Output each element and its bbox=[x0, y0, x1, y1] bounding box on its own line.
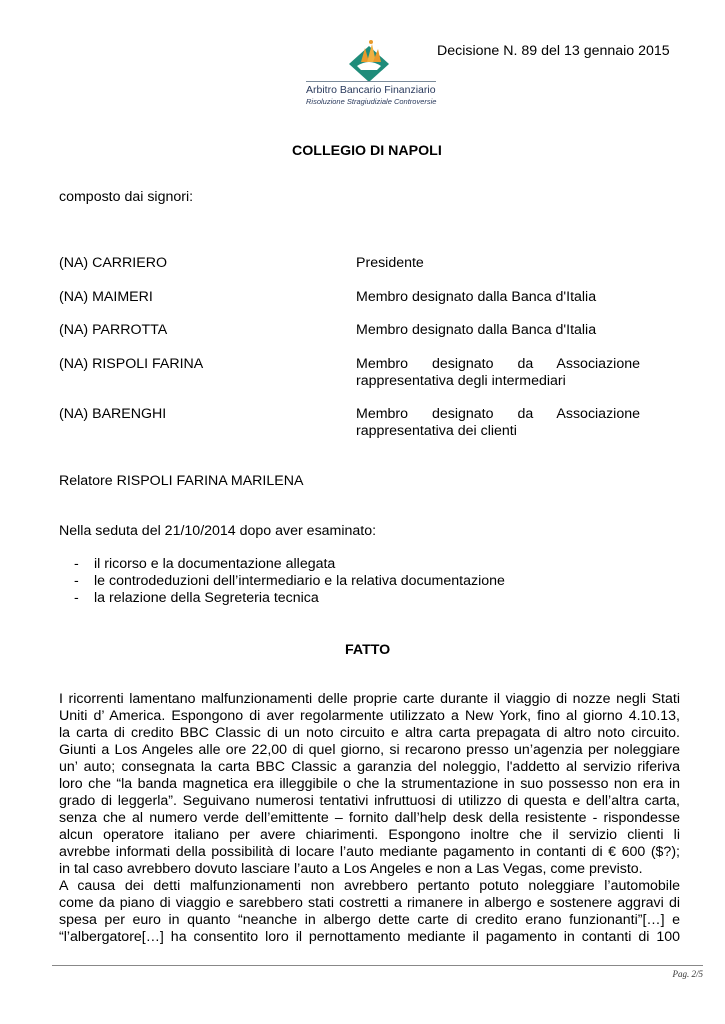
logo-subtitle: Risoluzione Stragiudiziale Controversie bbox=[306, 97, 437, 106]
member-name: (NA) CARRIERO bbox=[59, 255, 167, 271]
text-line: Uniti d’ America. Espongono di aver regolarmente utilizzato a New York, fino al giorno 4.10.13, bbox=[59, 708, 680, 724]
paragraph-facts bbox=[59, 691, 680, 878]
text-line: loro che “la banda magnetica era illeggibile o che la strumentazione in suo possesso non era in bbox=[59, 776, 680, 792]
paragraph-consequences bbox=[59, 878, 680, 946]
text-line: alcun operatore italiano per avere chiarimenti. Espongono inoltre che il servizio clienti li bbox=[59, 827, 680, 843]
member-name: (NA) PARROTTA bbox=[59, 322, 168, 338]
list-item-text: il ricorso e la documentazione allegata bbox=[94, 556, 336, 572]
college-title: COLLEGIO DI NAPOLI bbox=[292, 143, 442, 159]
text-line: I ricorrenti lamentano malfunzionamenti delle proprie carte durante il viaggio di nozze negli Stati bbox=[59, 691, 680, 707]
list-item-text: le controdeduzioni dell’intermediario e la relativa documentazione bbox=[94, 573, 505, 589]
member-name: (NA) BARENGHI bbox=[59, 406, 167, 422]
list-item: - il ricorso e la documentazione allegata bbox=[74, 556, 336, 572]
text-line: senza che al numero verde dell’emittente – fornito dall’help desk della resistente - rispondesse bbox=[59, 810, 680, 826]
text-line: un’ auto; consegnata la carta BBC Classic a garanzia del noleggio, l'addetto al servizio riferiva bbox=[59, 759, 680, 775]
logo-divider bbox=[306, 81, 436, 82]
list-item-text: la relazione della Segreteria tecnica bbox=[94, 590, 319, 606]
member-name: (NA) RISPOLI FARINA bbox=[59, 356, 204, 372]
member-role: Membro designato da Associazione bbox=[356, 356, 640, 372]
logo-name: Arbitro Bancario Finanziario bbox=[306, 84, 436, 96]
abf-emblem-icon bbox=[303, 36, 438, 86]
composed-by-label: composto dai signori: bbox=[59, 189, 194, 205]
list-item: - le controdeduzioni dell’intermediario e la relativa documentazione bbox=[74, 573, 505, 589]
member-role-cont: rappresentativa degli intermediari bbox=[356, 373, 566, 389]
text-line: spesa per euro in quanto “neanche in albergo dette carte di credito erano funzionanti”[…] e bbox=[59, 912, 680, 928]
member-role: Presidente bbox=[356, 255, 424, 271]
section-title: FATTO bbox=[345, 642, 391, 658]
examined-list bbox=[74, 556, 505, 607]
session-intro: Nella seduta del 21/10/2014 dopo aver esaminato: bbox=[59, 523, 377, 539]
footer-divider bbox=[52, 965, 703, 966]
text-line: la carta di credito BBC Classic di un noto circuito e altra carta prepagata di altro noto circuito. bbox=[59, 725, 680, 741]
text-line: come da piano di viaggio e sarebbero stati costretti a rimanere in albergo e sostenere aggravi di bbox=[59, 895, 680, 911]
page-number: Pag. 2/5 bbox=[672, 969, 703, 979]
member-name: (NA) MAIMERI bbox=[59, 289, 153, 305]
text-line: Giunti a Los Angeles alle ore 22,00 di quel giorno, si recarono presso un’agenzia per noleggiare bbox=[59, 742, 680, 758]
member-role: Membro designato dalla Banca d'Italia bbox=[356, 322, 597, 338]
text-line: A causa dei detti malfunzionamenti non avrebbero pertanto potuto noleggiare l’automobile bbox=[59, 878, 680, 894]
member-role: Membro designato da Associazione bbox=[356, 406, 640, 422]
rapporteur: Relatore RISPOLI FARINA MARILENA bbox=[59, 473, 304, 489]
text-line: in tal caso avrebbero dovuto lasciare l’auto a Los Angeles e non a Las Vegas, come previsto. bbox=[59, 861, 643, 877]
member-role: Membro designato dalla Banca d'Italia bbox=[356, 289, 597, 305]
text-line: avrebbe informati della possibilità di locare l’auto mediante pagamento in contanti di € 600 ($?); bbox=[59, 844, 680, 860]
member-role-cont: rappresentativa dei clienti bbox=[356, 423, 517, 439]
decision-number: Decisione N. 89 del 13 gennaio 2015 bbox=[437, 43, 670, 59]
text-line: grado di leggerla”. Seguivano numerosi tentativi infruttuosi di utilizzo di questa e dell’altra carta, bbox=[59, 793, 680, 809]
list-item: - la relazione della Segreteria tecnica bbox=[74, 590, 319, 606]
text-line: “l’albergatore[…] ha consentito loro il pernottamento mediante il pagamento in contanti di 100 bbox=[59, 929, 680, 945]
